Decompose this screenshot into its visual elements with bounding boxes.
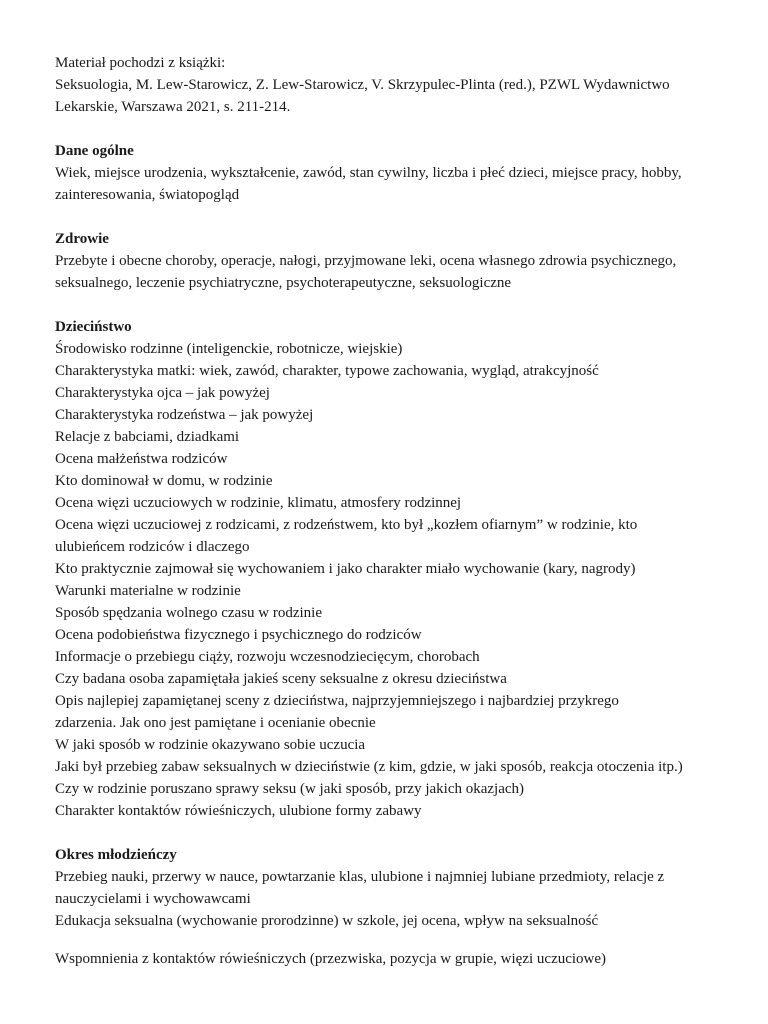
source-block xyxy=(55,52,735,118)
section-line: Wspomnienia z kontaktów rówieśniczych (przezwiska, pozycja w grupie, więzi uczuciowe) xyxy=(55,951,607,967)
section-heading: Dzieciństwo xyxy=(55,319,132,335)
section-line: seksualnego, leczenie psychiatryczne, psychoterapeutyczne, seksuologiczne xyxy=(55,275,512,291)
section-line: ulubieńcem rodziców i dlaczego xyxy=(55,539,250,555)
section-general xyxy=(55,140,735,206)
section-line: Sposób spędzania wolnego czasu w rodzinie xyxy=(55,605,323,621)
section-line: Kto dominował w domu, w rodzinie xyxy=(55,473,273,489)
section-line: Ocena więzi uczuciowej z rodzicami, z rodzeństwem, kto był „kozłem ofiarnym” w rodzinie, kto xyxy=(55,517,638,533)
section-line: Przebyte i obecne choroby, operacje, nałogi, przyjmowane leki, ocena własnego zdrowia psychicznego, xyxy=(55,253,677,269)
section-line: Jaki był przebieg zabaw seksualnych w dzieciństwie (z kim, gdzie, w jaki sposób, reakcja otoczenia itp.) xyxy=(55,759,683,775)
section-line: Wiek, miejsce urodzenia, wykształcenie, zawód, stan cywilny, liczba i płeć dzieci, miejsce pracy, hobby, xyxy=(55,165,682,181)
section-heading: Zdrowie xyxy=(55,231,109,247)
section-childhood xyxy=(55,316,735,822)
section-health xyxy=(55,228,735,294)
section-line: Czy w rodzinie poruszano sprawy seksu (w jaki sposób, przy jakich okazjach) xyxy=(55,781,525,797)
section-line: Ocena więzi uczuciowych w rodzinie, klimatu, atmosfery rodzinnej xyxy=(55,495,462,511)
section-line: Informacje o przebiegu ciąży, rozwoju wczesnodziecięcym, chorobach xyxy=(55,649,480,665)
section-adolescence xyxy=(55,844,735,970)
section-line: Czy badana osoba zapamiętała jakieś sceny seksualne z okresu dzieciństwa xyxy=(55,671,507,687)
section-line: Relacje z babciami, dziadkami xyxy=(55,429,240,445)
section-heading: Dane ogólne xyxy=(55,143,134,159)
source-line: Seksuologia, M. Lew-Starowicz, Z. Lew-Starowicz, V. Skrzypulec-Plinta (red.), PZWL Wydawnictwo xyxy=(55,77,670,93)
section-line: Opis najlepiej zapamiętanej sceny z dzieciństwa, najprzyjemniejszego i najbardziej przykrego xyxy=(55,693,619,709)
section-line: Charakterystyka ojca – jak powyżej xyxy=(55,385,270,401)
section-line: Ocena podobieństwa fizycznego i psychicznego do rodziców xyxy=(55,627,422,643)
section-line: Charakterystyka matki: wiek, zawód, charakter, typowe zachowania, wygląd, atrakcyjność xyxy=(55,363,599,379)
section-line: Środowisko rodzinne (inteligenckie, robotnicze, wiejskie) xyxy=(55,341,403,357)
section-heading: Okres młodzieńczy xyxy=(55,847,177,863)
section-line: Charakter kontaktów rówieśniczych, ulubione formy zabawy xyxy=(55,803,422,819)
section-line: Kto praktycznie zajmował się wychowaniem i jako charakter miało wychowanie (kary, nagrody) xyxy=(55,561,636,577)
section-line: zainteresowania, światopogląd xyxy=(55,187,240,203)
section-line: Przebieg nauki, przerwy w nauce, powtarzanie klas, ulubione i najmniej lubiane przedmioty, relacje z xyxy=(55,869,665,885)
source-line: Lekarskie, Warszawa 2021, s. 211-214. xyxy=(55,99,291,115)
section-line: Edukacja seksualna (wychowanie prorodzinne) w szkole, jej ocena, wpływ na seksualność xyxy=(55,913,599,929)
section-line: Charakterystyka rodzeństwa – jak powyżej xyxy=(55,407,314,423)
document-page xyxy=(55,52,735,970)
section-line: Ocena małżeństwa rodziców xyxy=(55,451,228,467)
section-line: Warunki materialne w rodzinie xyxy=(55,583,241,599)
section-line: zdarzenia. Jak ono jest pamiętane i ocenianie obecnie xyxy=(55,715,376,731)
source-line: Materiał pochodzi z książki: xyxy=(55,55,226,71)
section-line: nauczycielami i wychowawcami xyxy=(55,891,251,907)
section-line: W jaki sposób w rodzinie okazywano sobie uczucia xyxy=(55,737,366,753)
